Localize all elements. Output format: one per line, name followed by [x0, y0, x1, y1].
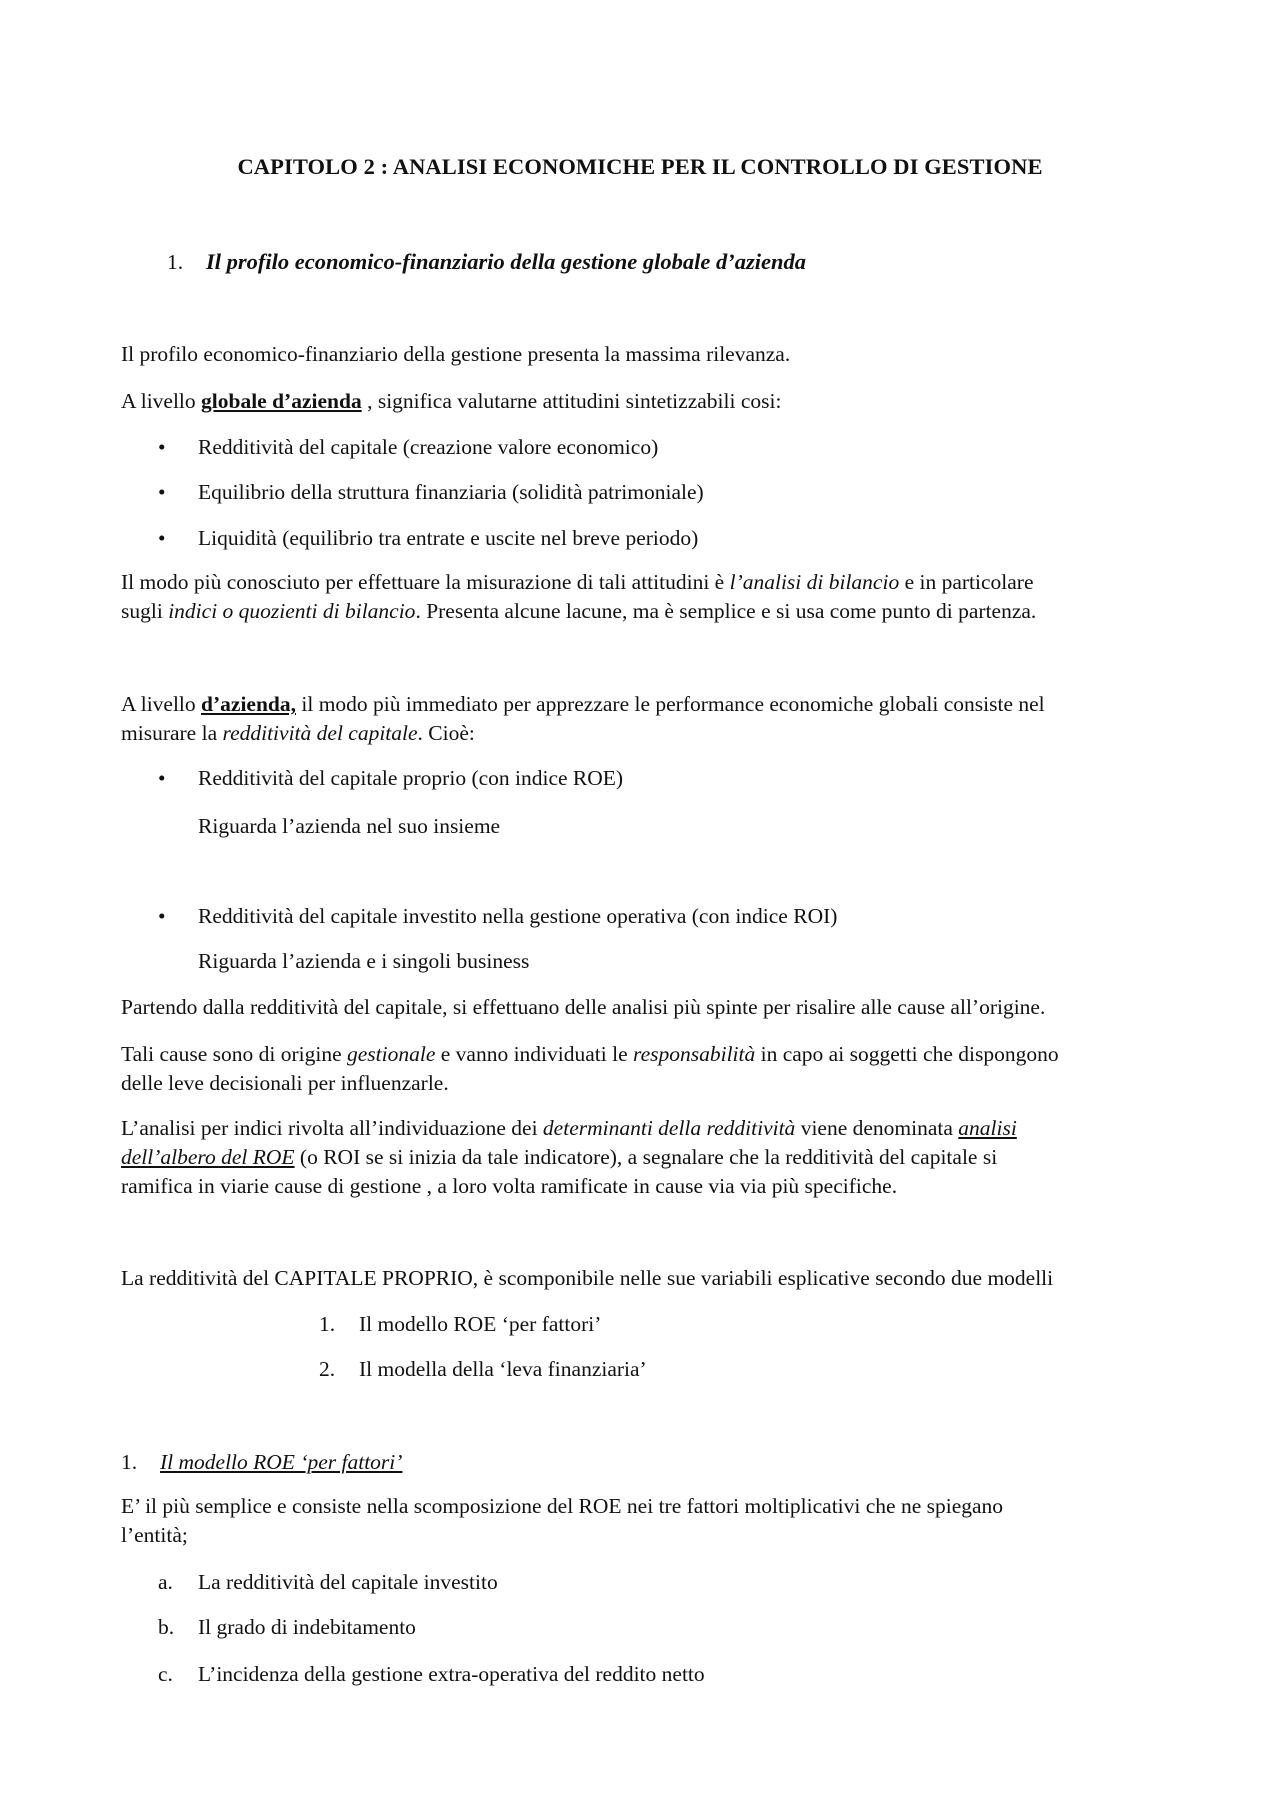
- list-letter: b.: [158, 1615, 175, 1639]
- paragraph-company-level: A livello d’azienda, il modo più immediato per apprezzare le performance economiche globali consiste nel misurare la redditività del capitale. Cioè:: [121, 692, 1045, 745]
- list-item: L’incidenza della gestione extra-operativa del reddito netto: [198, 1662, 705, 1686]
- list-item: Equilibrio della struttura finanziaria (solidità patrimoniale): [198, 480, 704, 504]
- paragraph-roe-tree: L’analisi per indici rivolta all’individuazione dei determinanti della redditività viene denominata analisi dell’albero del ROE (o ROI se si inizia da tale indicatore), a segnalare che la redditività del capitale si ramifica in viarie cause di gestione , a loro volta ramificate in cause via via più specifiche.: [121, 1116, 1017, 1198]
- list-item-note: Riguarda l’azienda nel suo insieme: [198, 814, 501, 838]
- list-item: Il modella della ‘leva finanziaria’: [359, 1357, 647, 1381]
- paragraph-responsibility: Tali cause sono di origine gestionale e vanno individuati le responsabilità in capo ai soggetti che dispongono delle leve decisionali per influenzarle.: [121, 1042, 1059, 1095]
- paragraph-causes: Partendo dalla redditività del capitale, si effettuano delle analisi più spinte per risalire alle cause all’origine.: [121, 995, 1046, 1019]
- list-letter: a.: [158, 1570, 173, 1594]
- paragraph-models-intro: La redditività del CAPITALE PROPRIO, è scomponibile nelle sue variabili esplicative secondo due modelli: [121, 1266, 1054, 1290]
- bullet-icon: •: [158, 904, 166, 928]
- list-item: Liquidità (equilibrio tra entrate e uscite nel breve periodo): [198, 526, 699, 550]
- list-number: 1.: [319, 1312, 336, 1336]
- paragraph-measurement: Il modo più conosciuto per effettuare la misurazione di tali attitudini è l’analisi di bilancio e in particolare sugli indici o quozienti di bilancio. Presenta alcune lacune, ma è semplice e si usa come punto di partenza.: [121, 570, 1037, 623]
- section-heading: Il profilo economico-finanziario della gestione globale d’azienda: [206, 249, 806, 274]
- list-item: La redditività del capitale investito: [198, 1570, 498, 1594]
- list-item: Redditività del capitale investito nella gestione operativa (con indice ROI): [198, 904, 838, 928]
- bullet-icon: •: [158, 480, 166, 504]
- bullet-icon: •: [158, 435, 166, 459]
- subsection-number: 1.: [121, 1450, 138, 1474]
- emphasis-global: globale d’azienda: [201, 389, 362, 413]
- list-item: Redditività del capitale proprio (con indice ROE): [198, 766, 624, 790]
- bullet-icon: •: [158, 766, 166, 790]
- chapter-title: CAPITOLO 2 : ANALISI ECONOMICHE PER IL CONTROLLO DI GESTIONE: [237, 154, 1043, 179]
- emphasis-company: d’azienda,: [201, 692, 296, 716]
- paragraph-global-level: A livello globale d’azienda , significa valutarne attitudini sintetizzabili cosi:: [121, 389, 782, 413]
- paragraph-roe-factors: E’ il più semplice e consiste nella scomposizione del ROE nei tre fattori moltiplicativi che ne spiegano l’entità;: [121, 1494, 1004, 1547]
- list-number: 2.: [319, 1357, 336, 1381]
- list-item: Il modello ROE ‘per fattori’: [359, 1312, 602, 1336]
- paragraph-intro: Il profilo economico-finanziario della gestione presenta la massima rilevanza.: [121, 342, 791, 366]
- list-letter: c.: [158, 1662, 173, 1686]
- bullet-icon: •: [158, 526, 166, 550]
- list-item-note: Riguarda l’azienda e i singoli business: [198, 949, 530, 973]
- subsection-heading: Il modello ROE ‘per fattori’: [160, 1450, 403, 1474]
- list-item: Il grado di indebitamento: [198, 1615, 416, 1639]
- section-number: 1.: [167, 250, 184, 274]
- list-item: Redditività del capitale (creazione valore economico): [198, 435, 659, 459]
